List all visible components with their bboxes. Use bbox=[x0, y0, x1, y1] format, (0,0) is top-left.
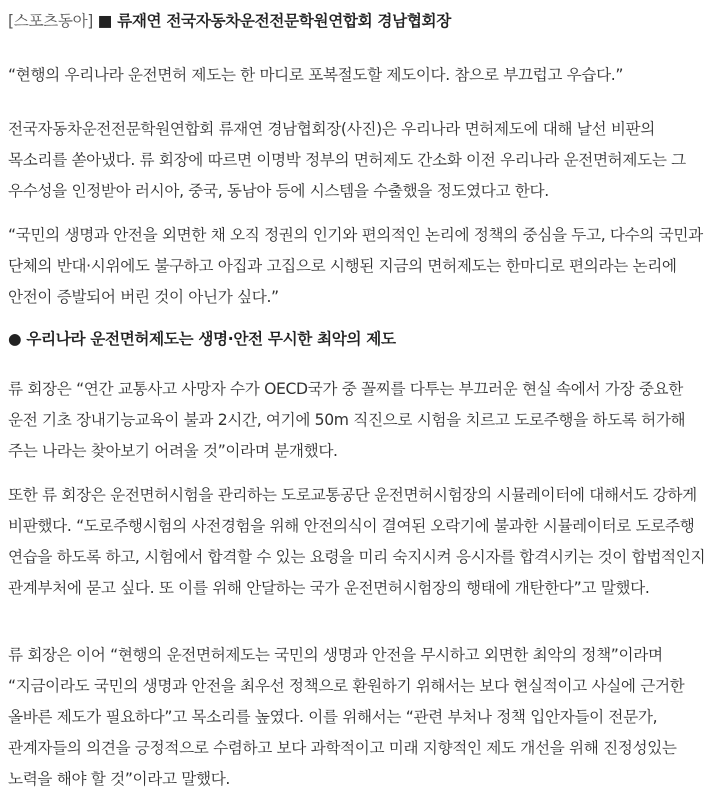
headline: ■ 류재연 전국자동차운전전문학원연합회 경남협회장 bbox=[97, 12, 451, 30]
paragraph-body-3: 류 회장은 이어 “현행의 운전면허제도는 국민의 생명과 안전을 무시하고 외면한 최악의 정책”이라며 “지금이라도 국민의 생명과 안전을 최우선 정책으로 환원하기 위해서는 보다 현실적이고 사실에 근거한 올바른 제도가 필요하다”고 목소리를 높였다. 이를 위해서는 “관련 부처나 정책 입안자들이 전문가, 관계자들의 의견을 긍정적으로 수렴하고 보다 과학적이고 미래 지향적인 제도 개선을 위해 진정성있는 노력을 해야 할 것”이라고 말했다. bbox=[8, 646, 685, 788]
paragraph-quote-intro: “현행의 우리나라 운전면허 제도는 한 마디로 포복절도할 제도이다. 참으로 부끄럽고 우습다.” bbox=[8, 66, 624, 84]
paragraph-quote: “국민의 생명과 안전을 외면한 채 오직 정권의 인기와 편의적인 논리에 정책의 중심을 두고, 다수의 국민과 단체의 반대·시위에도 불구하고 아집과 고집으로 시행된 지금의 면허제도는 한마디로 편의라는 논리에 안전이 증발되어 버린 것이 아닌가 싶다.” bbox=[8, 226, 703, 306]
article-header bbox=[8, 6, 708, 37]
source-tag: [스포츠동아] bbox=[8, 12, 94, 30]
paragraph-body-1: 류 회장은 “연간 교통사고 사망자 수가 OECD국가 중 꼴찌를 다투는 부끄러운 현실 속에서 가장 중요한 운전 기초 장내기능교육이 불과 2시간, 여기에 50m 직진으로 시험을 치르고 도로주행을 하도록 허가해 주는 나라는 찾아보기 어려울 것”이라며 분개했다. bbox=[8, 380, 686, 460]
paragraph-body-2: 또한 류 회장은 운전면허시험을 관리하는 도로교통공단 운전면허시험장의 시뮬레이터에 대해서도 강하게 비판했다. “도로주행시험의 사전경험을 위해 안전의식이 결여된 오락기에 불과한 시뮬레이터로 도로주행 연습을 하도록 하고, 시험에서 합격할 수 있는 요령을 미리 숙지시켜 응시자를 합격시키는 것이 합법적인지 관계부처에 묻고 싶다. 또 이를 위해 안달하는 국가 운전면허시험장의 행태에 개탄한다”고 말했다. bbox=[8, 486, 706, 597]
section-heading: ● 우리나라 운전면허제도는 생명·안전 무시한 최악의 제도 bbox=[8, 330, 396, 348]
paragraph-intro: 전국자동차운전전문학원연합회 류재연 경남협회장(사진)은 우리나라 면허제도에 대해 날선 비판의 목소리를 쏟아냈다. 류 회장에 따르면 이명박 정부의 면허제도 간소화 이전 우리나라 운전면허제도는 그 우수성을 인정받아 러시아, 중국, 동남아 등에 시스템을 수출했을 정도였다고 한다. bbox=[8, 120, 686, 200]
